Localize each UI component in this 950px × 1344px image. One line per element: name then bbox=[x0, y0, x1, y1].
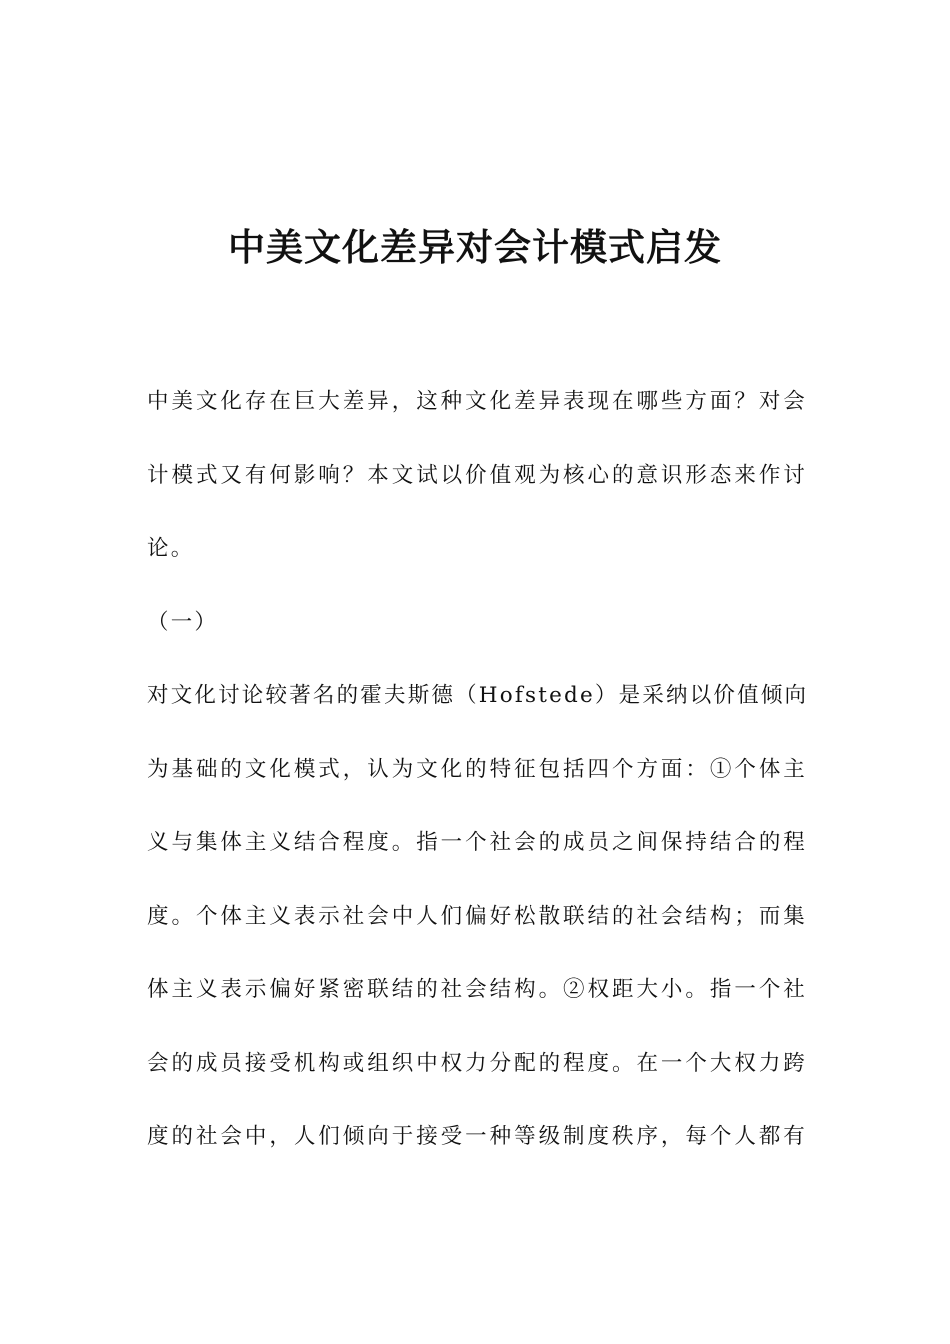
paragraph-line: 会的成员接受机构或组织中权力分配的程度。在一个大权力跨 bbox=[147, 1050, 807, 1076]
paragraph-line: 论。 bbox=[147, 536, 195, 561]
paragraph-line: 中美文化存在巨大差异，这种文化差异表现在哪些方面？对会 bbox=[147, 389, 807, 414]
paragraph-line: 对文化讨论较著名的霍夫斯德（Hofstede）是采纳以价值倾向 bbox=[147, 683, 809, 708]
document-title: 中美文化差异对会计模式启发 bbox=[228, 226, 722, 269]
paragraph-line: 义与集体主义结合程度。指一个社会的成员之间保持结合的程 bbox=[147, 830, 807, 855]
document-body bbox=[147, 372, 807, 1181]
paragraph-line: 体主义表示偏好紧密联结的社会结构。②权距大小。指一个社 bbox=[147, 977, 807, 1002]
paragraph-line: 度。个体主义表示社会中人们偏好松散联结的社会结构；而集 bbox=[147, 903, 807, 929]
paragraph-line: 计模式又有何影响？本文试以价值观为核心的意识形态来作讨 bbox=[147, 462, 807, 488]
paragraph-line: 为基础的文化模式，认为文化的特征包括四个方面：①个体主 bbox=[147, 756, 807, 782]
section-heading: （一） bbox=[147, 609, 219, 635]
paragraph-line: 度的社会中，人们倾向于接受一种等级制度秩序，每个人都有 bbox=[147, 1124, 807, 1149]
